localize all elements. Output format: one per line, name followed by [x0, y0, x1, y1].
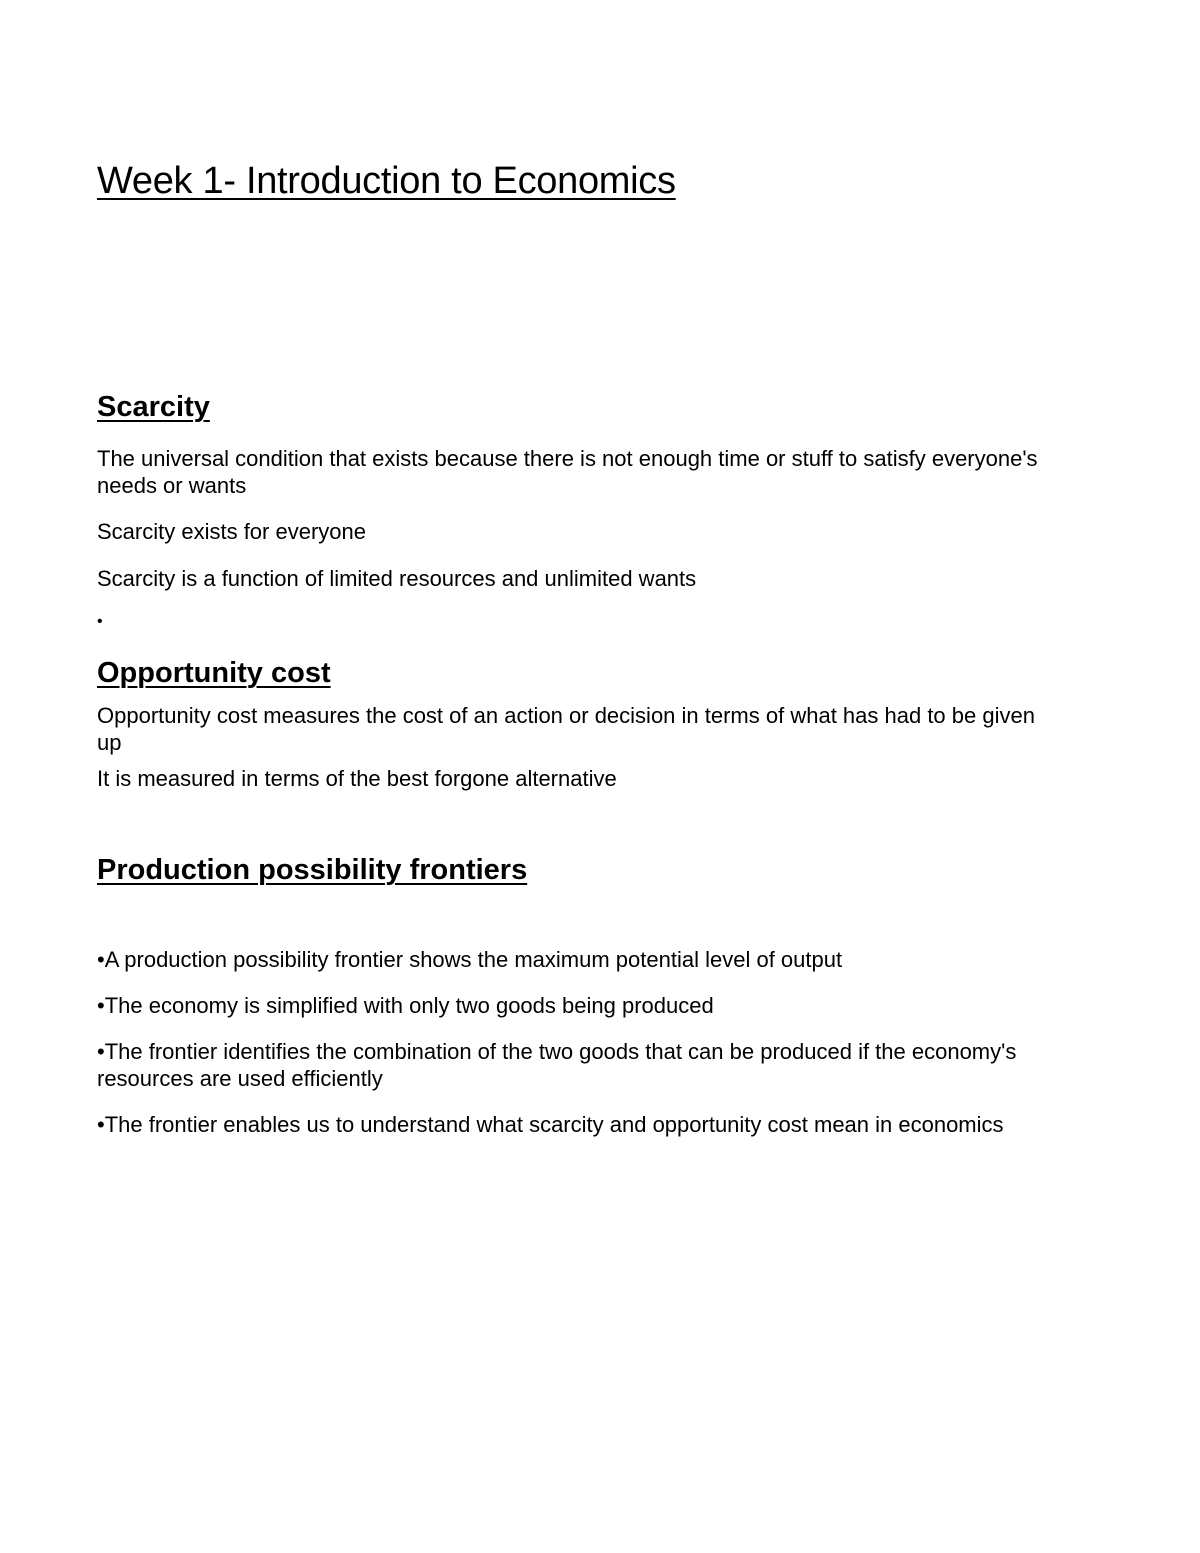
- opportunity-cost-paragraph: It is measured in terms of the best forgone alternative: [97, 766, 617, 791]
- ppf-bullet-item: •The frontier identifies the combination of the two goods that can be produced if the economy's resources are used efficiently: [97, 1039, 1017, 1091]
- empty-bullet: •: [97, 613, 103, 630]
- page-title: Week 1- Introduction to Economics: [97, 160, 676, 202]
- ppf-bullet-item: •A production possibility frontier shows the maximum potential level of output: [97, 947, 843, 972]
- opportunity-cost-paragraph: Opportunity cost measures the cost of an action or decision in terms of what has had to be given up: [97, 703, 1035, 755]
- ppf-bullet-item: •The frontier enables us to understand what scarcity and opportunity cost mean in economics: [97, 1112, 1004, 1137]
- section-heading-scarcity: Scarcity: [97, 391, 210, 423]
- section-heading-ppf: Production possibility frontiers: [97, 854, 528, 886]
- scarcity-paragraph: Scarcity is a function of limited resources and unlimited wants: [97, 566, 697, 591]
- ppf-bullet-item: •The economy is simplified with only two goods being produced: [97, 993, 714, 1018]
- scarcity-paragraph: Scarcity exists for everyone: [97, 519, 366, 544]
- section-heading-opportunity-cost: Opportunity cost: [97, 657, 331, 689]
- scarcity-paragraph: The universal condition that exists because there is not enough time or stuff to satisfy everyone's needs or wants: [97, 446, 1038, 498]
